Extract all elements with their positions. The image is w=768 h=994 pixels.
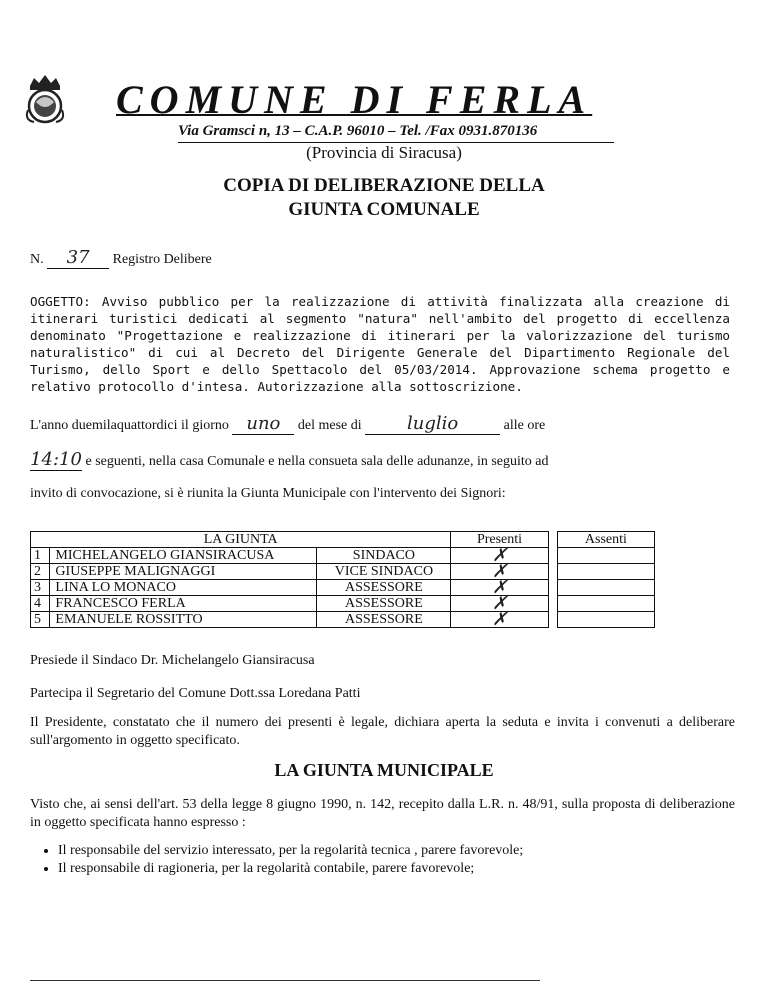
registry-number: 37 [47,247,109,269]
assenti-header: Assenti [557,532,654,548]
giunta-header: LA GIUNTA [31,532,451,548]
municipal-crest-icon [22,72,68,126]
year-day-text: L'anno duemilaquattordici il giorno [30,418,229,433]
list-item: • Il responsabile del servizio interessato, per la regolarità tecnica , parere favorevole; [58,842,523,860]
member-name: FRANCESCO FERLA [50,596,317,612]
table-row [31,612,655,628]
council-table [30,531,655,628]
convocation-line: invito di convocazione, si è riunita la Giunta Municipale con l'intervento dei Signori: [30,486,506,501]
document-title-line-1: COPIA DI DELIBERAZIONE DELLA [223,175,545,196]
absent-cell [557,612,654,628]
subject-paragraph: OGGETTO: Avviso pubblico per la realizzazione di attività finalizzata alla creazione di itinerari turistici dedicati al segmento "natura" nell'ambito del progetto di eccellenza denominato "Progettazione e realizzazione di itinerari per la valorizzazione del turismo naturalistico" di cui al Decreto del Dirigente Generale del Dipartimento Regionale del Turismo, dello Sport e dello Spettacolo del 05/03/2014. Approvazione schema progetto e relativo protocollo d'intesa. Autorizzazione alla sottoscrizione. [30,294,730,394]
present-mark: ✗ [451,580,548,596]
presiede-line: Presiede il Sindaco Dr. Michelangelo Giansiracusa [30,653,315,668]
session-place-text: e seguenti, nella casa Comunale e nella consueta sala delle adunanze, in seguito ad [85,454,549,469]
session-date-line [30,413,545,435]
municipality-title: COMUNE DI FERLA [116,77,593,122]
present-mark: ✗ [451,612,548,628]
row-number: 1 [31,548,50,564]
row-number: 5 [31,612,50,628]
row-number: 4 [31,596,50,612]
partecipa-line: Partecipa il Segretario del Comune Dott.ssa Loredana Patti [30,686,361,701]
hour-text: alle ore [503,418,546,433]
list-item: • Il responsabile di ragioneria, per la regolarità contabile, parere favorevole; [58,860,523,878]
registry-label: Registro Delibere [112,252,212,267]
member-name: MICHELANGELO GIANSIRACUSA [50,548,317,564]
presidente-paragraph: Il Presidente, constatato che il numero dei presenti è legale, dichiara aperta la seduta e invita i convenuti a deliberare sull'argomento in oggetto specificato. [30,715,735,748]
session-month: luglio [365,413,500,435]
absent-cell [557,596,654,612]
row-number: 2 [31,564,50,580]
table-row [31,580,655,596]
month-text: del mese di [297,418,362,433]
absent-cell [557,580,654,596]
member-role: ASSESSORE [317,580,451,596]
row-number: 3 [31,580,50,596]
table-row [31,596,655,612]
present-mark: ✗ [451,548,548,564]
member-role: ASSESSORE [317,596,451,612]
member-role: SINDACO [317,548,451,564]
registry-prefix: N. [30,252,44,267]
visto-paragraph: Visto che, ai sensi dell'art. 53 della legge 8 giugno 1990, n. 142, recepito dalla L.R. n. 48/91, sulla proposta di deliberazione in oggetto specificata hanno espresso : [30,797,735,830]
presenti-header: Presenti [451,532,548,548]
table-row [31,564,655,580]
opinions-list [30,842,523,878]
province-label: (Provincia di Siracusa) [306,143,462,162]
absent-cell [557,564,654,580]
registry-line [30,247,212,269]
present-mark: ✗ [451,564,548,580]
footer-divider [30,980,540,981]
member-name: LINA LO MONACO [50,580,317,596]
member-role: VICE SINDACO [317,564,451,580]
document-title-line-2: GIUNTA COMUNALE [288,199,480,220]
session-day: uno [232,413,294,435]
section-title: LA GIUNTA MUNICIPALE [274,760,494,780]
member-role: ASSESSORE [317,612,451,628]
session-time-line [30,449,548,471]
council-table-header [31,532,655,548]
present-mark: ✗ [451,596,548,612]
table-row [31,548,655,564]
municipality-address: Via Gramsci n, 13 – C.A.P. 96010 – Tel. /Fax 0931.870136 [178,123,538,139]
member-name: EMANUELE ROSSITTO [50,612,317,628]
absent-cell [557,548,654,564]
session-time: 14:10 [30,449,82,470]
member-name: GIUSEPPE MALIGNAGGI [50,564,317,580]
